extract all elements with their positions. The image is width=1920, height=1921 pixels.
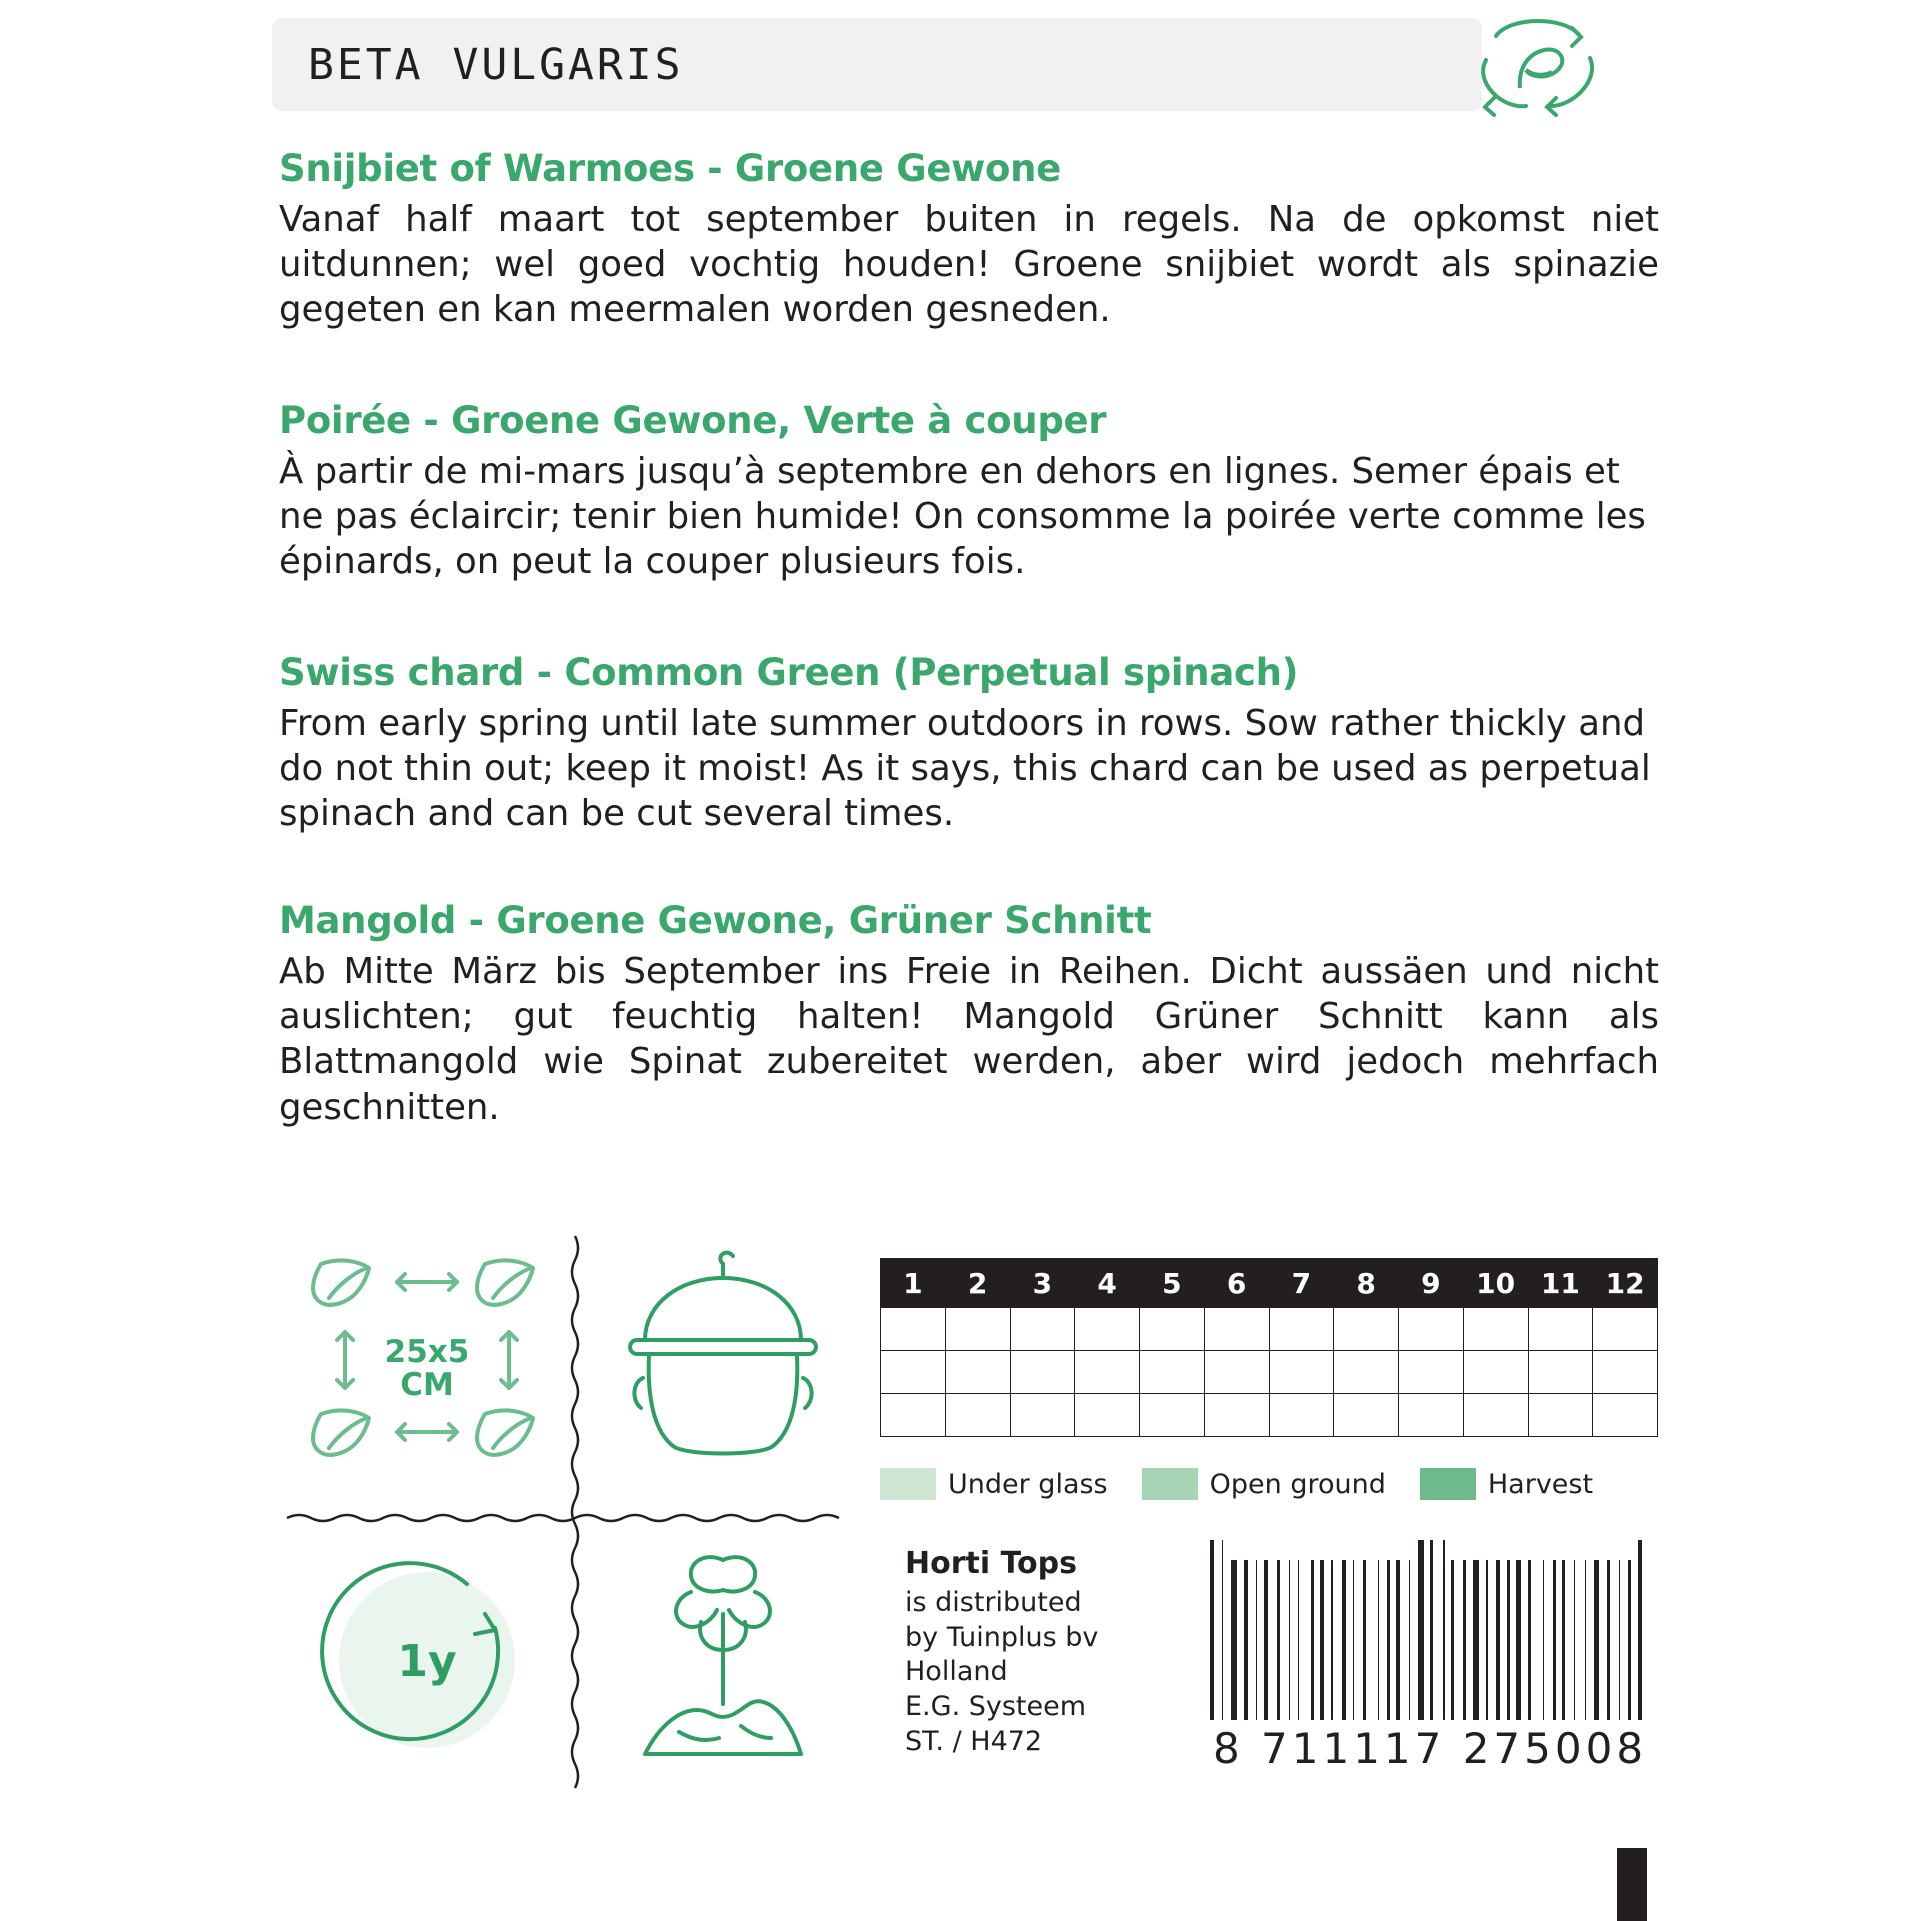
calendar-cell [1463, 1394, 1528, 1437]
calendar-cell [1269, 1351, 1334, 1394]
calendar-cell [1010, 1351, 1075, 1394]
barcode-digits: 8 711117 275008 [1212, 1724, 1648, 1773]
distributor-name: Horti Tops [905, 1546, 1078, 1581]
seedling-soil-icon [575, 1518, 871, 1808]
month-header: 5 [1140, 1259, 1205, 1308]
month-header: 2 [945, 1259, 1010, 1308]
text-block-nl [279, 148, 1659, 333]
page-title: BETA VULGARIS [308, 39, 684, 90]
calendar-legend [880, 1468, 1670, 1500]
calendar-cell [1593, 1308, 1658, 1351]
body-fr: À partir de mi-mars jusqu’à septembre en dehors en lignes. Semer épais et ne pas éclaircir; tenir bien humide! On consomme la poirée verte comme les épinards, on peut la couper plusieurs fois. [279, 450, 1646, 583]
calendar-cell [1269, 1394, 1334, 1437]
plant-spacing-icon [279, 1228, 575, 1518]
distributor-line-4: E.G. Systeem [905, 1691, 1087, 1723]
spacing-line-2: CM [400, 1367, 454, 1404]
calendar-header-row [881, 1259, 1658, 1308]
calendar-body [881, 1308, 1658, 1437]
cloche-cover-icon [575, 1228, 871, 1518]
calendar-cell [1075, 1351, 1140, 1394]
print-corner-mark [1617, 1848, 1647, 1921]
calendar-row [881, 1394, 1658, 1437]
heading-de: Mangold - Groene Gewone, Grüner Schnitt [279, 899, 1152, 942]
text-block-en [279, 652, 1659, 837]
month-header: 8 [1334, 1259, 1399, 1308]
calendar-cell [1399, 1394, 1464, 1437]
month-header: 9 [1399, 1259, 1464, 1308]
calendar-cell [1463, 1351, 1528, 1394]
month-header: 4 [1075, 1259, 1140, 1308]
calendar-cell [1528, 1394, 1593, 1437]
legend-swatch-harvest [1420, 1468, 1476, 1500]
header-bar [272, 18, 1482, 111]
calendar-cell [1140, 1308, 1205, 1351]
calendar-cell [1075, 1308, 1140, 1351]
calendar-cell [1204, 1394, 1269, 1437]
calendar-cell [1140, 1394, 1205, 1437]
calendar-row [881, 1351, 1658, 1394]
barcode-bars [1210, 1540, 1650, 1720]
plant-spacing-label [279, 1336, 575, 1403]
distributor-line-2: by Tuinplus bv [905, 1621, 1099, 1653]
month-header: 6 [1204, 1259, 1269, 1308]
body-de: Ab Mitte März bis September ins Freie in Reihen. Dicht aussäen und nicht auslichten; gut feuchtig halten! Mangold Grüner Schnitt kann als Blattmangold wie Spinat zubereitet werden, aber wird jedoch mehrfach geschnitten. [279, 950, 1659, 1128]
calendar-cell [881, 1351, 946, 1394]
distributor-line-3: Holland [905, 1656, 1008, 1688]
distributor-line-5: ST. / H472 [905, 1725, 1043, 1757]
calendar-cell [1010, 1394, 1075, 1437]
calendar-cell [1528, 1351, 1593, 1394]
body-nl: Vanaf half maart tot september buiten in regels. Na de opkomst niet uitdunnen; wel goed vochtig houden! Groene snijbiet wordt als spinazie gegeten en kan meermalen worden gesneden. [279, 198, 1659, 331]
body-en: From early spring until late summer outdoors in rows. Sow rather thickly and do not thin out; keep it moist! As it says, this chard can be used as perpetual spinach and can be cut several times. [279, 702, 1651, 835]
annual-cycle-icon [279, 1518, 575, 1808]
calendar-cell [1204, 1351, 1269, 1394]
month-header: 7 [1269, 1259, 1334, 1308]
calendar-cell [945, 1351, 1010, 1394]
legend-label-harvest: Harvest [1487, 1468, 1594, 1500]
calendar-cell [1334, 1394, 1399, 1437]
calendar-cell [945, 1394, 1010, 1437]
legend-swatch-ground [1142, 1468, 1198, 1500]
calendar-cell [1140, 1351, 1205, 1394]
legend-swatch-glass [880, 1468, 936, 1500]
legend-label-ground: Open ground [1209, 1468, 1386, 1500]
month-header: 10 [1463, 1259, 1528, 1308]
calendar-cell [1593, 1394, 1658, 1437]
icon-panel [279, 1228, 871, 1808]
barcode [1210, 1540, 1650, 1773]
calendar-cell [1075, 1394, 1140, 1437]
calendar-cell [1269, 1308, 1334, 1351]
calendar-table [880, 1258, 1658, 1437]
heading-fr: Poirée - Groene Gewone, Verte à couper [279, 399, 1107, 442]
distributor-info [905, 1545, 1165, 1759]
text-block-fr [279, 400, 1659, 585]
lifecycle-label: 1y [397, 1636, 457, 1687]
calendar-row [881, 1308, 1658, 1351]
calendar-cell [1528, 1308, 1593, 1351]
text-block-de [279, 900, 1659, 1130]
month-header: 11 [1528, 1259, 1593, 1308]
calendar-cell [1334, 1308, 1399, 1351]
heading-nl: Snijbiet of Warmoes - Groene Gewone [279, 147, 1061, 190]
legend-item-harvest [1420, 1468, 1593, 1500]
calendar-cell [945, 1308, 1010, 1351]
calendar-cell [1593, 1351, 1658, 1394]
month-header: 1 [881, 1259, 946, 1308]
recycle-icon [1462, 10, 1614, 118]
calendar-cell [1463, 1308, 1528, 1351]
legend-item-ground [1142, 1468, 1386, 1500]
distributor-line-1: is distributed [905, 1587, 1082, 1619]
calendar-cell [1399, 1351, 1464, 1394]
calendar-cell [1010, 1308, 1075, 1351]
month-header: 3 [1010, 1259, 1075, 1308]
legend-item-glass [880, 1468, 1108, 1500]
calendar-cell [1334, 1351, 1399, 1394]
legend-label-glass: Under glass [948, 1468, 1108, 1500]
heading-en: Swiss chard - Common Green (Perpetual spinach) [279, 651, 1299, 694]
month-header: 12 [1593, 1259, 1658, 1308]
calendar-cell [881, 1394, 946, 1437]
spacing-line-1: 25x5 [384, 1334, 470, 1370]
sowing-calendar [880, 1258, 1658, 1437]
calendar-cell [881, 1308, 946, 1351]
calendar-cell [1204, 1308, 1269, 1351]
calendar-cell [1399, 1308, 1464, 1351]
